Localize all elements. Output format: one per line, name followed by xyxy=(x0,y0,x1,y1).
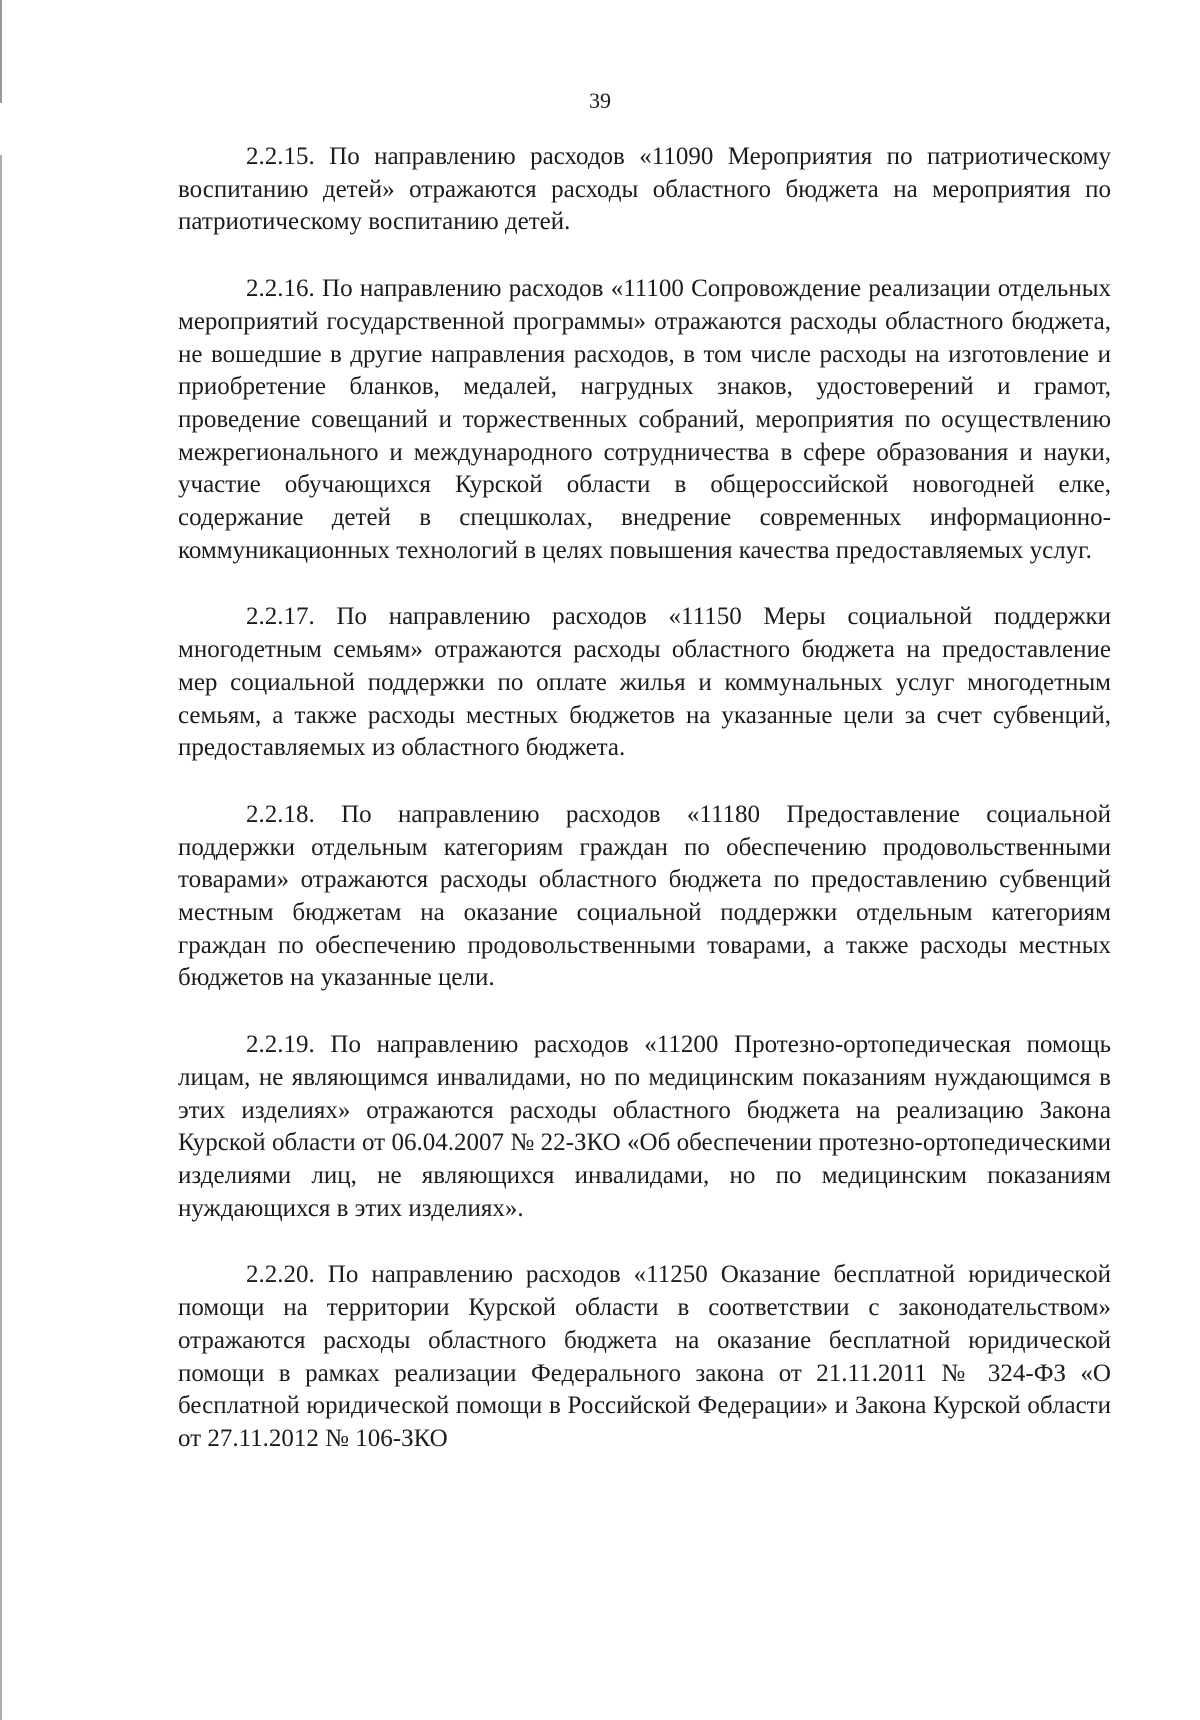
scan-edge-mark xyxy=(0,0,2,1720)
page-number: 39 xyxy=(589,88,611,113)
paragraph-2-2-20: 2.2.20. По направлению расходов «11250 Оказание бесплатной юридической помощи на территории Курской области в соответствии с законодательством» отражаются расходы областного бюджета на оказание бесплатной юридической помощи в рамках реализации Федерального закона от 21.11.2011 № 324-ФЗ «О бесплатной юридической помощи в Российской Федерации» и Закона Курской области от 27.11.2012 № 106-ЗКО xyxy=(178,1261,1111,1452)
paragraph-2-2-16: 2.2.16. По направлению расходов «11100 Сопровождение реализации отдельных мероприятий государственной программы» отражаются расходы областного бюджета, не вошедшие в другие направления расходов, в том числе расходы на изготовление и приобретение бланков, медалей, нагрудных знаков, удостоверений и грамот, проведение совещаний и торжественных собраний, мероприятия по осуществлению межрегионального и международного сотрудничества в сфере образования и науки, участие обучающихся Курской области в общероссийской новогодней елке, содержание детей в спецшколах, внедрение современных информационно-коммуникационных технологий в целях повышения качества предоставляемых услуг. xyxy=(178,275,1111,564)
paragraph-2-2-19: 2.2.19. По направлению расходов «11200 Протезно-ортопедическая помощь лицам, не являющимся инвалидами, но по медицинским показаниям нуждающимся в этих изделиях» отражаются расходы областного бюджета на реализацию Закона Курской области от 06.04.2007 № 22-ЗКО «Об обеспечении протезно-ортопедическими изделиями лиц, не являющихся инвалидами, но по медицинским показаниям нуждающихся в этих изделиях». xyxy=(178,1031,1111,1222)
paragraph-2-2-17: 2.2.17. По направлению расходов «11150 Меры социальной поддержки многодетным семьям» отражаются расходы областного бюджета на предоставление мер социальной поддержки по оплате жилья и коммунальных услуг многодетным семьям, а также расходы местных бюджетов на указанные цели за счет субвенций, предоставляемых из областного бюджета. xyxy=(178,603,1111,762)
paragraph-2-2-18: 2.2.18. По направлению расходов «11180 Предоставление социальной поддержки отдельным категориям граждан по обеспечению продовольственными товарами» отражаются расходы областного бюджета по предоставлению субвенций местным бюджетам на оказание социальной поддержки отдельным категориям граждан по обеспечению продовольственными товарами, а также расходы местных бюджетов на указанные цели. xyxy=(178,800,1111,992)
paragraph-2-2-15: 2.2.15. По направлению расходов «11090 Мероприятия по патриотическому воспитанию детей» отражаются расходы областного бюджета на мероприятия по патриотическому воспитанию детей. xyxy=(178,143,1111,236)
document-body xyxy=(178,141,1111,1490)
